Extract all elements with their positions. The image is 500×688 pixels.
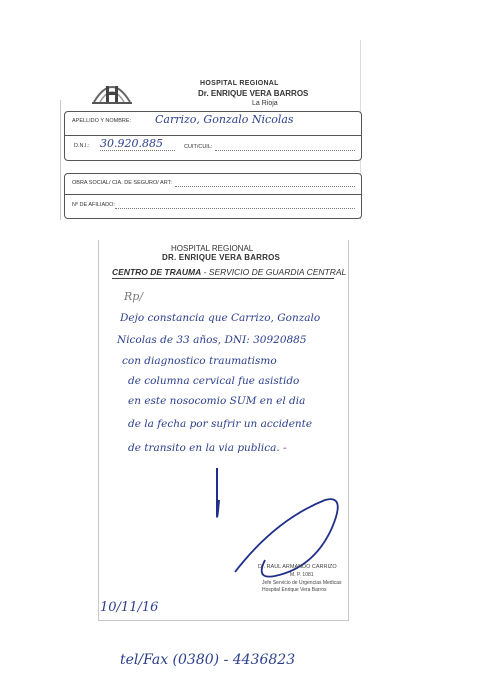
page-border-bottom bbox=[98, 620, 349, 621]
header-city: La Rioja bbox=[252, 100, 278, 107]
handwritten-line-3: con diagnostico traumatismo bbox=[122, 355, 277, 367]
rp-label: Rp/ bbox=[124, 290, 144, 303]
header-hospital-line: HOSPITAL REGIONAL bbox=[200, 80, 279, 87]
footer-phone: tel/Fax (0380) - 4436823 bbox=[120, 652, 296, 668]
stamp-hospital: Hospital Enrique Vera Barros bbox=[262, 587, 327, 593]
hospital-logo-icon bbox=[92, 78, 132, 104]
handwritten-line-4: de columna cervical fue asistido bbox=[128, 375, 300, 387]
rx-centro: CENTRO DE TRAUMA bbox=[112, 267, 202, 277]
handwritten-line-1: Dejo constancia que Carrizo, Gonzalo bbox=[120, 312, 321, 324]
afiliado-dotted-line bbox=[115, 208, 355, 209]
dni-label: D.N.I.: bbox=[74, 143, 90, 149]
handwritten-line-2: Nicolas de 33 años, DNI: 30920885 bbox=[117, 334, 307, 346]
header-hospital-name: Dr. ENRIQUE VERA BARROS bbox=[198, 89, 309, 98]
page-border-left bbox=[98, 240, 99, 620]
rx-hospital-name: DR. ENRIQUE VERA BARROS bbox=[162, 253, 281, 262]
cuit-dotted-line bbox=[215, 150, 355, 151]
dni-dotted-line bbox=[100, 150, 175, 151]
handwritten-line-7: de transito en la via publica. - bbox=[128, 442, 287, 454]
name-label: APELLIDO Y NOMBRE: bbox=[72, 118, 132, 124]
rx-centro-line bbox=[112, 267, 346, 277]
rx-hospital-line: HOSPITAL REGIONAL bbox=[171, 244, 254, 253]
handwritten-line-5: en este nosocomio SUM en el dia bbox=[128, 395, 306, 407]
obra-social-dotted-line bbox=[175, 186, 355, 187]
page-border-left-top bbox=[60, 100, 61, 220]
signature-icon bbox=[205, 460, 355, 590]
stamp-license: M. P. 1081 bbox=[290, 572, 314, 578]
patient-box-divider bbox=[65, 135, 361, 136]
cuit-label: CUIT/CUIL: bbox=[184, 144, 213, 150]
dni-value: 30.920.885 bbox=[100, 137, 163, 150]
obra-social-label: OBRA SOCIAL/ CIA. DE SEGURO/ ART: bbox=[72, 180, 172, 186]
insurance-box-divider bbox=[65, 194, 361, 195]
stamp-doctor-name: Dr. RAUL ARMANDO CARRIZO bbox=[258, 564, 337, 570]
stamp-role: Jefe Servicio de Urgencias Medicas bbox=[262, 580, 342, 586]
rx-header-rule bbox=[112, 278, 334, 279]
rx-servicio: - SERVICIO DE GUARDIA CENTRAL bbox=[201, 267, 347, 277]
handwritten-line-6: de la fecha por sufrir un accidente bbox=[128, 418, 313, 430]
afiliado-label: Nº DE AFILIADO: bbox=[72, 202, 115, 208]
name-value: Carrizo, Gonzalo Nicolas bbox=[155, 113, 294, 126]
date-handwritten: 10/11/16 bbox=[100, 600, 159, 615]
